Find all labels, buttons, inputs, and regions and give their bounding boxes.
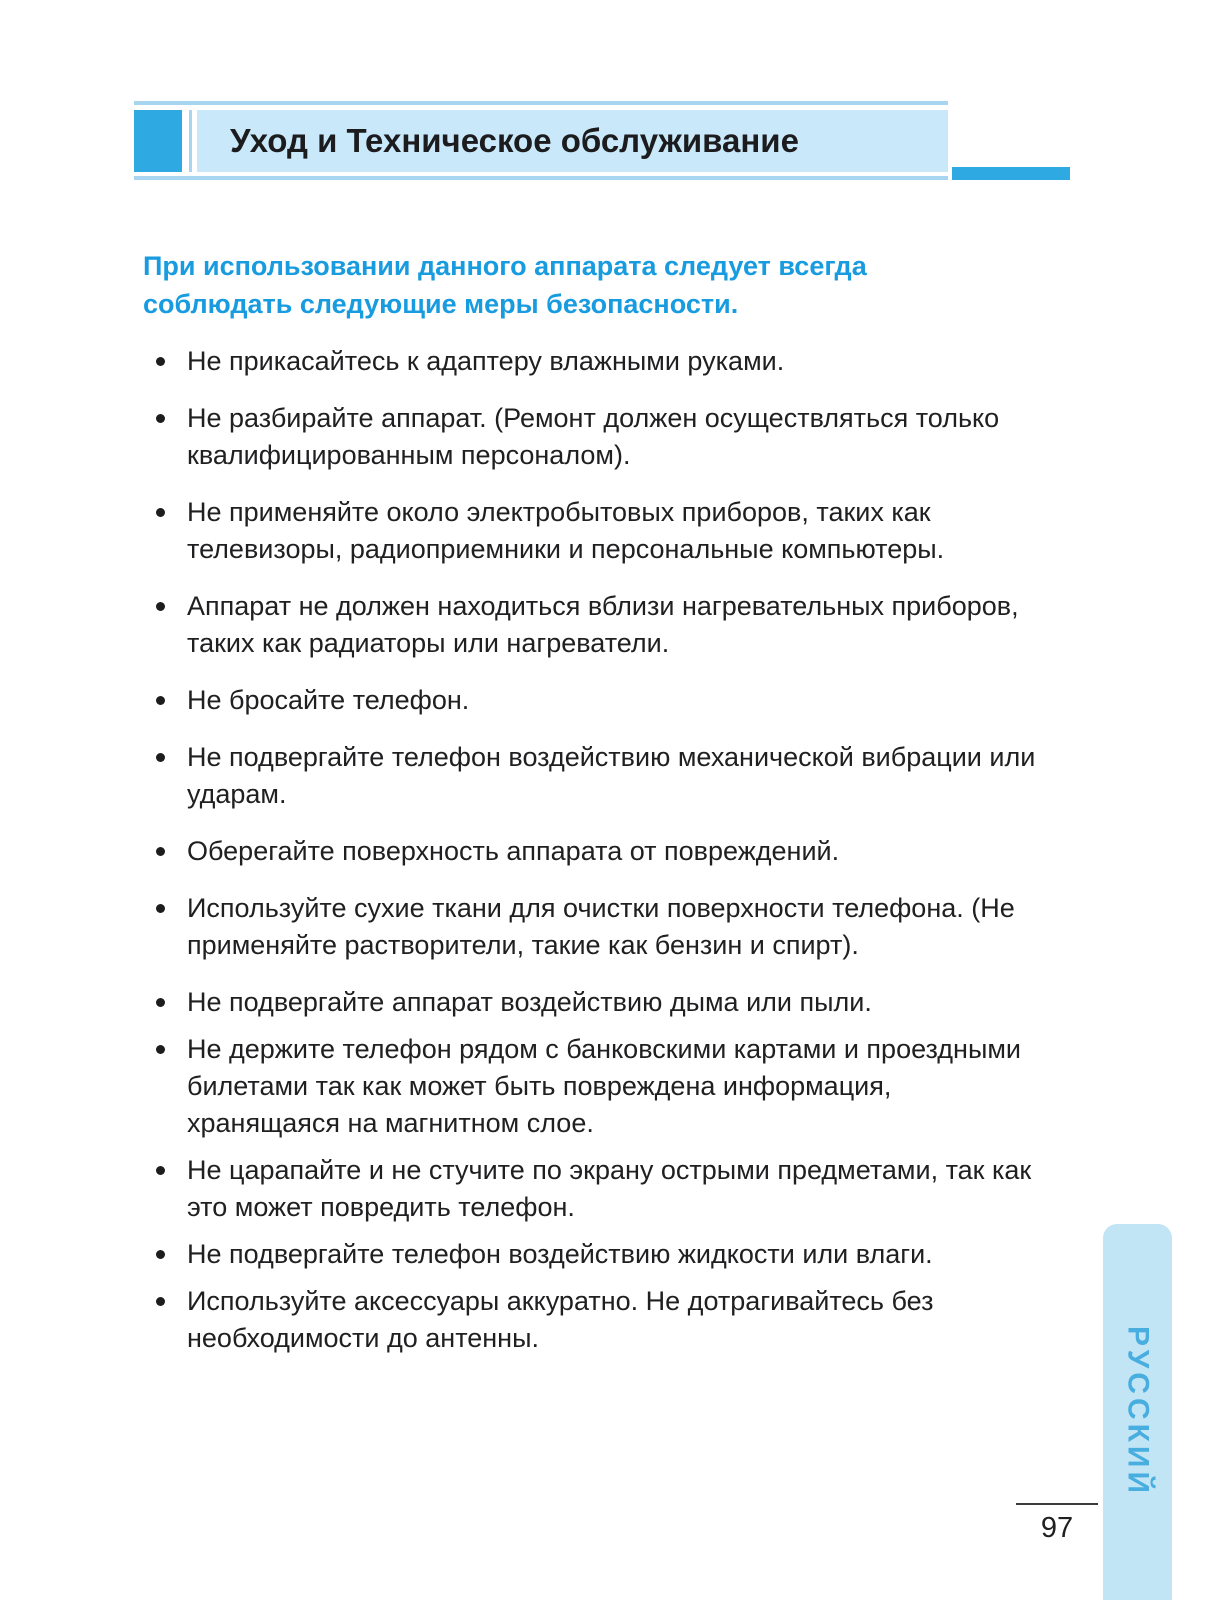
safety-item	[143, 400, 1048, 474]
bullet-icon	[156, 753, 165, 762]
bullet-icon	[156, 998, 165, 1007]
page-number: 97	[1040, 1512, 1074, 1544]
intro-text: При использовании данного аппарата следует всегда соблюдать следующие меры безопасности.	[143, 251, 867, 319]
language-tab-label: РУССКИЙ	[1121, 1326, 1155, 1498]
header-divider-line	[189, 110, 192, 172]
bullet-icon	[156, 508, 165, 517]
safety-item-text: Не держите телефон рядом с банковскими картами и проездными билетами так как может быть повреждена информация, хранящаяся на магнитном слое.	[187, 1034, 1022, 1138]
safety-item-text: Оберегайте поверхность аппарата от повреждений.	[187, 836, 840, 866]
bullet-icon	[156, 1297, 165, 1306]
safety-list	[143, 343, 1048, 1367]
safety-item	[143, 1031, 1048, 1142]
safety-item-text: Не подвергайте телефон воздействию жидкости или влаги.	[187, 1239, 933, 1269]
safety-item	[143, 739, 1048, 813]
safety-item	[143, 343, 1048, 380]
bullet-icon	[156, 847, 165, 856]
safety-item-text: Используйте сухие ткани для очистки поверхности телефона. (Не применяйте растворители, такие как бензин и спирт).	[187, 893, 1015, 960]
header-bottom-rule	[134, 176, 948, 180]
bullet-icon	[156, 357, 165, 366]
bullet-icon	[156, 1045, 165, 1054]
bullet-icon	[156, 1250, 165, 1259]
safety-item-text: Не царапайте и не стучите по экрану острыми предметами, так как это может повредить телефон.	[187, 1155, 1032, 1222]
bullet-icon	[156, 904, 165, 913]
safety-item	[143, 588, 1048, 662]
bullet-icon	[156, 696, 165, 705]
safety-item-text: Не прикасайтесь к адаптеру влажными руками.	[187, 346, 785, 376]
safety-item	[143, 494, 1048, 568]
safety-item	[143, 1152, 1048, 1226]
safety-item	[143, 890, 1048, 964]
bullet-icon	[156, 414, 165, 423]
page-number-rule	[1016, 1503, 1098, 1505]
bullet-icon	[156, 602, 165, 611]
page-title: Уход и Техническое обслуживание	[230, 122, 799, 159]
header-top-rule	[134, 101, 948, 105]
safety-item	[143, 1236, 1048, 1273]
bullet-icon	[156, 1166, 165, 1175]
header-accent-square	[134, 110, 182, 172]
header-title-band	[197, 110, 948, 172]
header-right-accent-bar	[952, 167, 1070, 180]
safety-item	[143, 682, 1048, 719]
safety-item-text: Аппарат не должен находиться вблизи нагревательных приборов, таких как радиаторы или нагреватели.	[187, 591, 1019, 658]
safety-item	[143, 833, 1048, 870]
safety-item-text: Используйте аксессуары аккуратно. Не дотрагивайтесь без необходимости до антенны.	[187, 1286, 934, 1353]
safety-item-text: Не разбирайте аппарат. (Ремонт должен осуществляться только квалифицированным персоналом).	[187, 403, 1000, 470]
safety-item	[143, 984, 1048, 1021]
safety-item-text: Не подвергайте телефон воздействию механической вибрации или ударам.	[187, 742, 1036, 809]
safety-item-text: Не применяйте около электробытовых приборов, таких как телевизоры, радиоприемники и персональные компьютеры.	[187, 497, 945, 564]
safety-item-text: Не подвергайте аппарат воздействию дыма или пыли.	[187, 987, 872, 1017]
language-tab	[1103, 1224, 1172, 1600]
safety-item-text: Не бросайте телефон.	[187, 685, 470, 715]
safety-item	[143, 1283, 1048, 1357]
